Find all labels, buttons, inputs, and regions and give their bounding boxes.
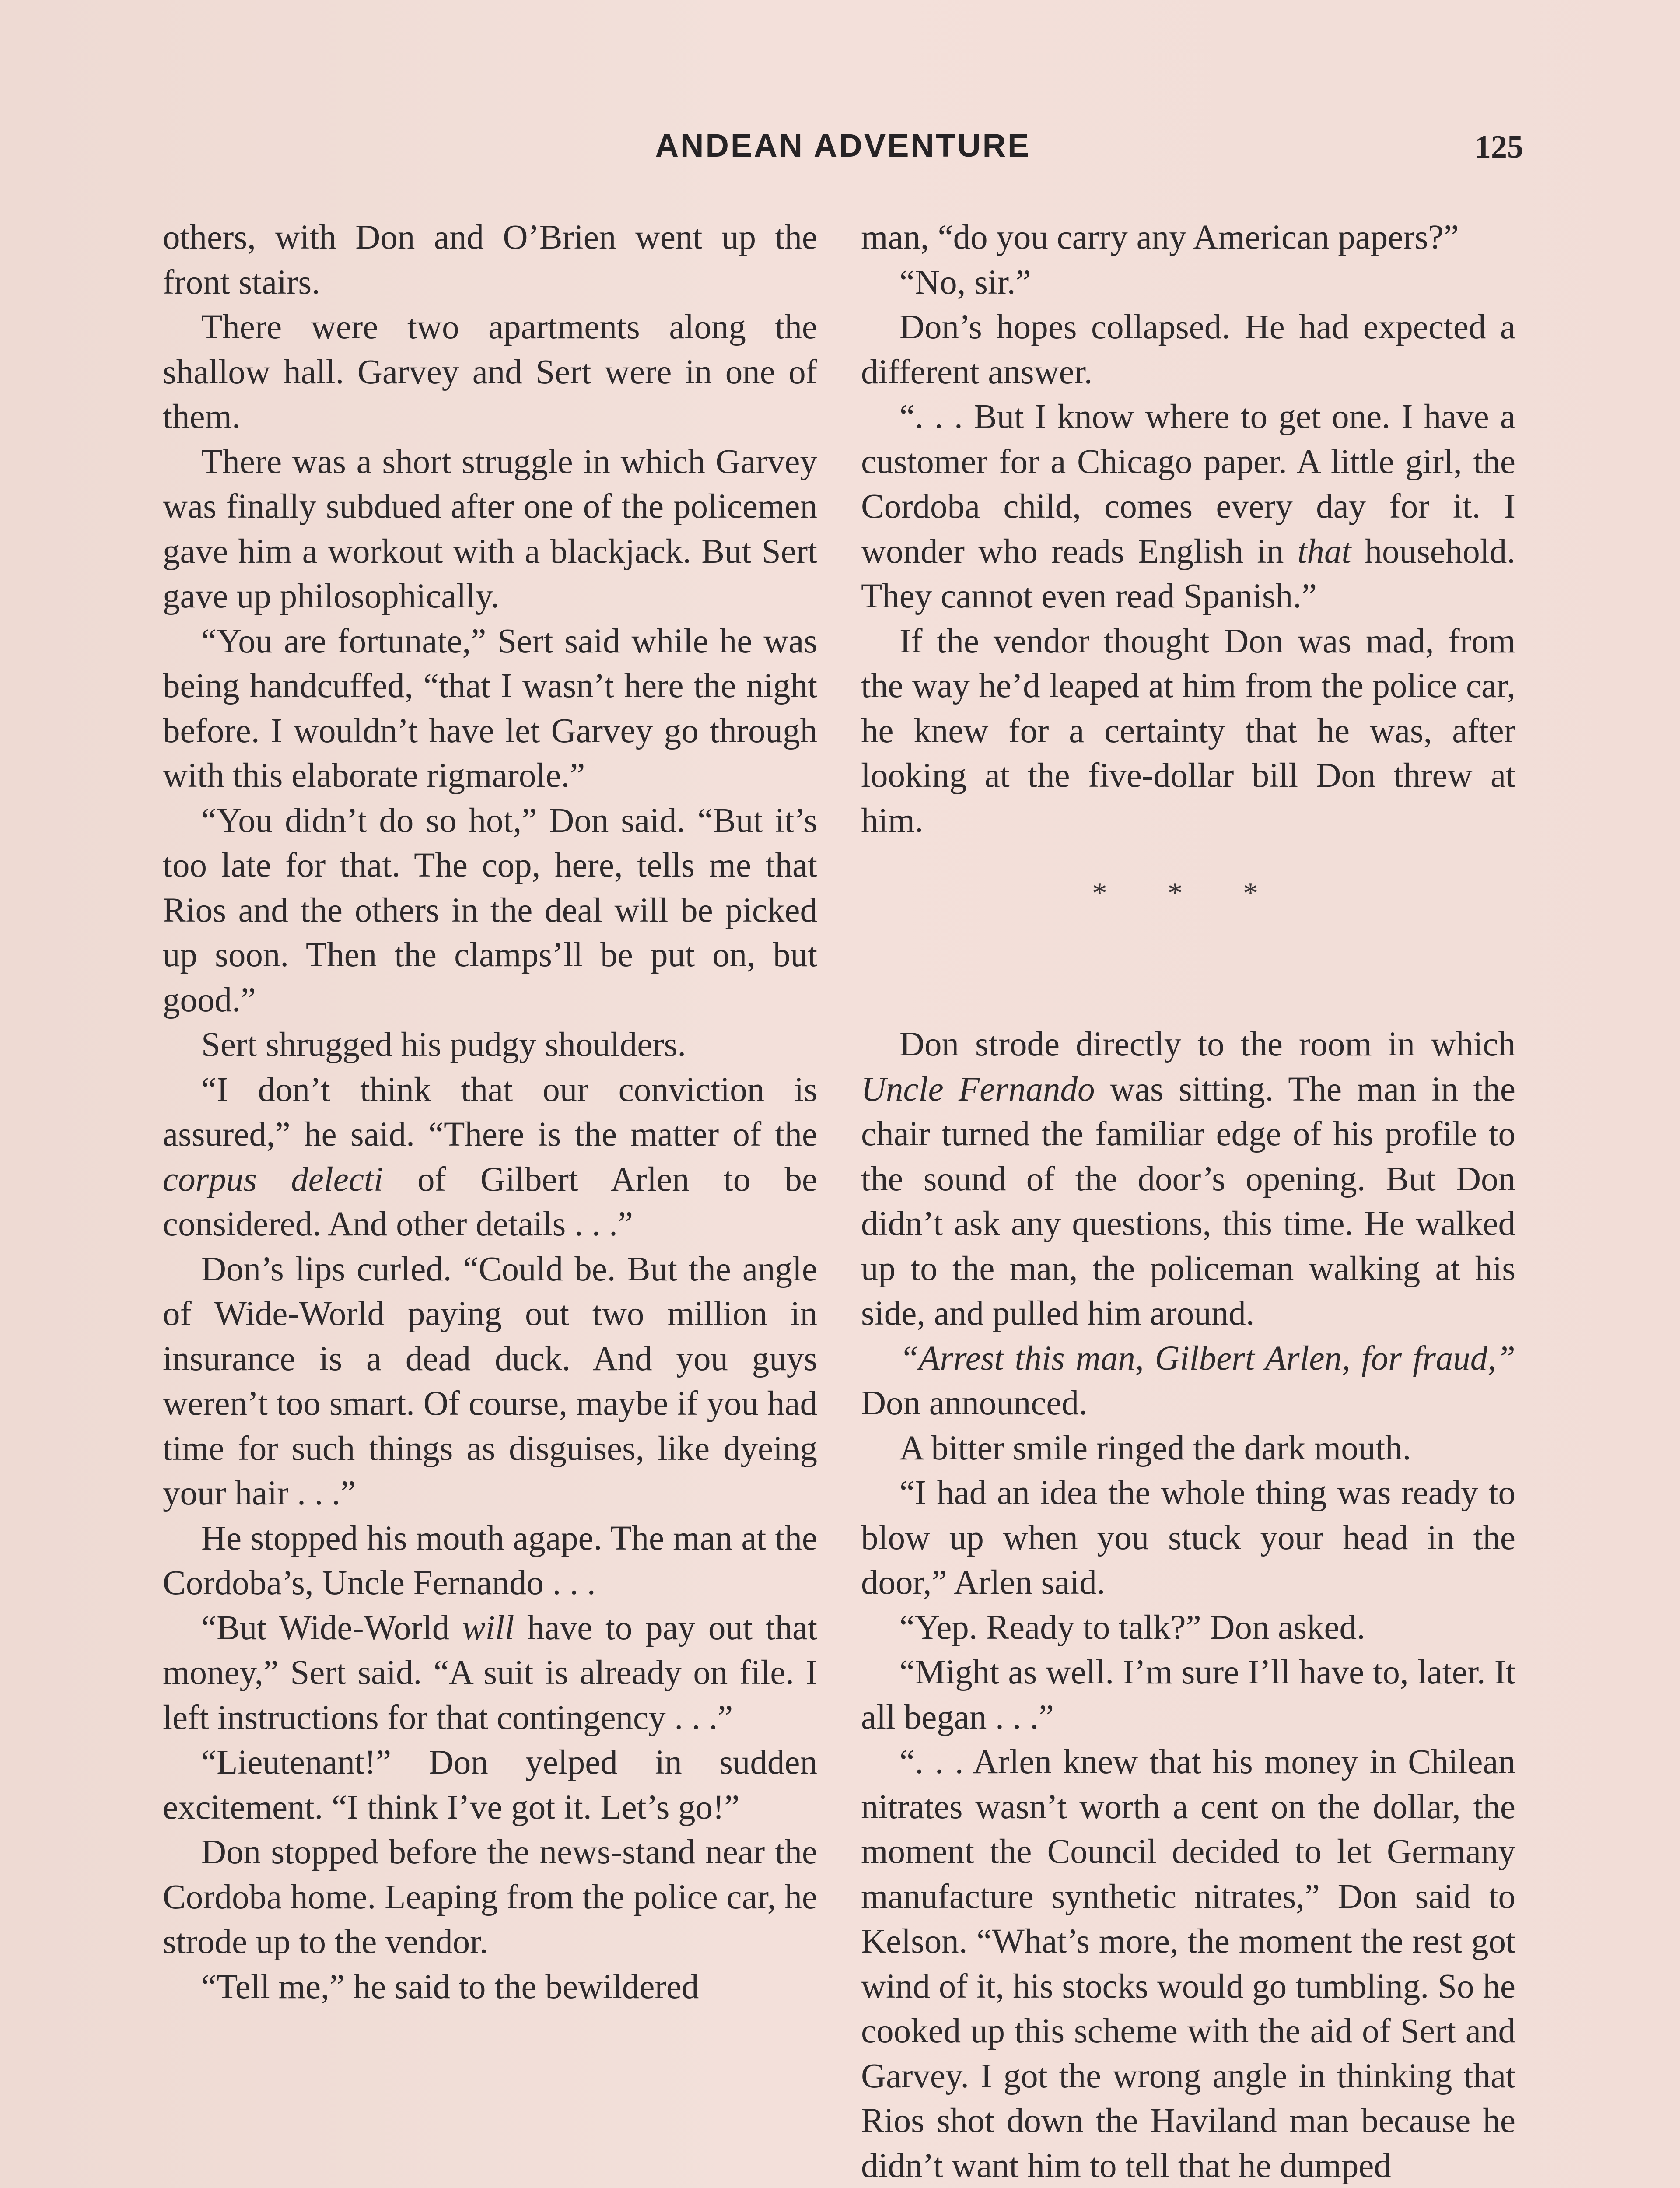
paragraph: man, “do you carry any American papers?” [861, 218, 1459, 256]
paragraph: He stopped his mouth agape. The man at the Cordoba’s, Uncle Fernando . . . [163, 1519, 817, 1602]
right-text-after-break [861, 1022, 1516, 2188]
paragraph: “Arrest this man, Gilbert Arlen, for fraud,” Don announced. [861, 1339, 1516, 1422]
paragraph: “. . . Arlen knew that his money in Chilean nitrates wasn’t worth a cent on the dollar, the moment the Council decided to let Germany manufacture synthetic nitrates,” Don said to Kelson. “What’s more, the moment the rest got wind of it, his stocks would go tumbling. So he cooked up this scheme with the aid of Sert and Garvey. I got the wrong angle in thinking that Rios shot down the Haviland man because he didn’t want him to tell that he dumped [861, 1743, 1516, 2185]
paragraph: “But Wide-World will have to pay out that money,” Sert said. “A suit is already on file. I left instructions for that contingency . . .” [163, 1609, 817, 1737]
right-text-before-break [861, 215, 1516, 843]
paragraph: Don’s hopes collapsed. He had expected a different answer. [861, 308, 1516, 391]
page-number: 125 [1475, 129, 1523, 165]
paragraph: “Might as well. I’m sure I’ll have to, later. It all began . . .” [861, 1653, 1516, 1736]
paragraph: “Lieutenant!” Don yelped in sudden excitement. “I think I’ve got it. Let’s go!” [163, 1743, 817, 1827]
paragraph: If the vendor thought Don was mad, from the way he’d leaped at him from the police car, he knew for a certainty that he was, after looking at the five-dollar bill Don threw at him. [861, 622, 1516, 840]
right-text-column [861, 215, 1516, 2188]
paragraph: “I don’t think that our conviction is assured,” he said. “There is the matter of the corpus delecti of Gilbert Arlen to be considered. And other details . . .” [163, 1070, 817, 1243]
paragraph: “I had an idea the whole thing was ready to blow up when you stuck your head in the door,” Arlen said. [861, 1474, 1516, 1602]
paragraph: There was a short struggle in which Garvey was finally subdued after one of the policemen gave him a workout with a blackjack. But Sert gave up philosophically. [163, 442, 817, 615]
paragraph: A bitter smile ringed the dark mouth. [900, 1429, 1411, 1467]
paragraph: Don’s lips curled. “Could be. But the angle of Wide-World paying out two million in insurance is a dead duck. And you guys weren’t too smart. Of course, maybe if you had time for such things as disguises, like dyeing your hair . . .” [163, 1250, 817, 1512]
paragraph: “Tell me,” he said to the bewildered [201, 1967, 699, 2006]
paragraph: Sert shrugged his pudgy shoulders. [201, 1026, 686, 1064]
paragraph: others, with Don and O’Brien went up the front stairs. [163, 218, 817, 302]
running-title: ANDEAN ADVENTURE [655, 127, 1031, 164]
left-text-column [163, 215, 817, 2009]
paragraph: “You didn’t do so hot,” Don said. “But it’s too late for that. The cop, here, tells me that Rios and the others in the deal will be picked up soon. Then the clamps’ll be put on, but good.” [163, 801, 817, 1019]
paragraph: “. . . But I know where to get one. I have a customer for a Chicago paper. A little girl, the Cordoba child, comes every day for it. I wonder who reads English in that household. They cannot even read Spanish.” [861, 398, 1516, 615]
paragraph: Don stopped before the news-stand near the Cordoba home. Leaping from the police car, he strode up to the vendor. [163, 1833, 817, 1961]
paragraph: Don strode directly to the room in which Uncle Fernando was sitting. The man in the chair turned the familiar edge of his profile to the sound of the door’s opening. But Don didn’t ask any questions, this time. He walked up to the man, the policeman walking at his side, and pulled him around. [861, 1025, 1516, 1332]
page-header [163, 127, 1523, 175]
paragraph: There were two apartments along the shallow hall. Garvey and Sert were in one of them. [163, 308, 817, 436]
paragraph: “You are fortunate,” Sert said while he was being handcuffed, “that I wasn’t here the night before. I wouldn’t have let Garvey go through with this elaborate rigmarole.” [163, 622, 817, 795]
paragraph: “No, sir.” [900, 263, 1031, 302]
section-break: * * * [1092, 877, 1284, 910]
paragraph: “Yep. Ready to talk?” Don asked. [900, 1608, 1365, 1647]
